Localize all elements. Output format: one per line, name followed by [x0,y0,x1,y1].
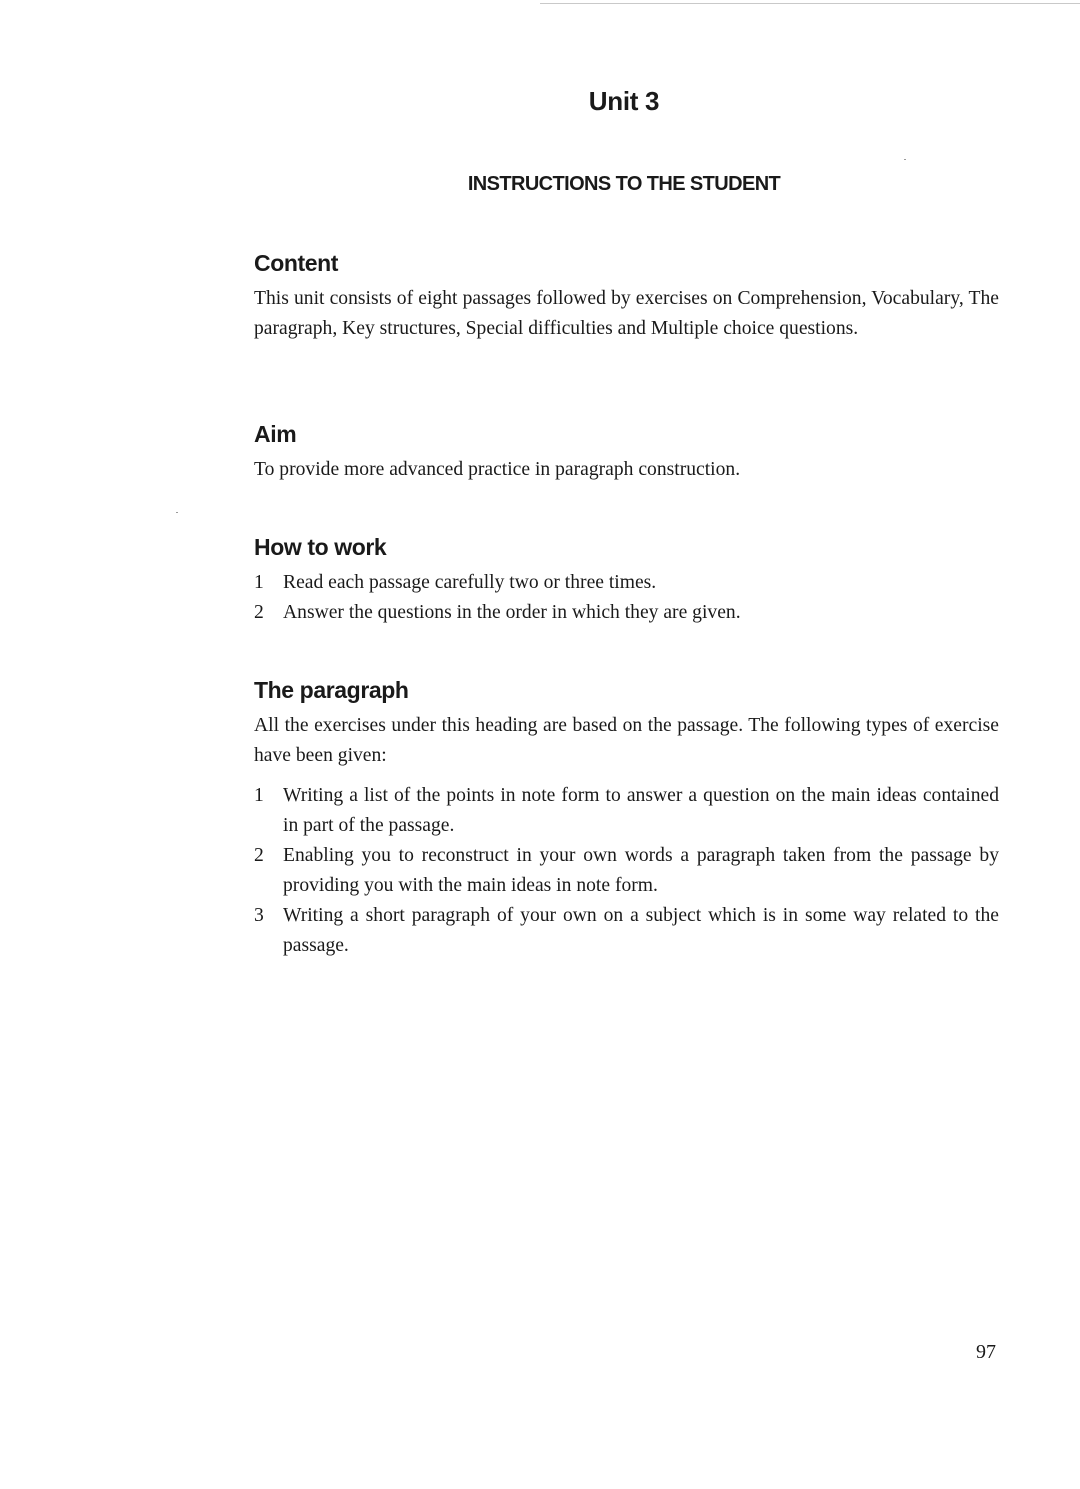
list-item-text: Writing a list of the points in note form to answer a question on the main ideas contained in part of the passage. [283,785,999,836]
list-item [254,901,999,961]
page-number: 97 [976,1341,996,1363]
list-item [254,781,999,841]
scan-top-edge-line [540,3,1080,4]
how-to-work-list [254,568,999,628]
section-heading-how-to-work: How to work [254,534,387,560]
list-item-number: 2 [254,845,264,866]
section-aim [254,419,999,485]
list-item [254,841,999,901]
scan-speck [904,159,906,160]
content-paragraph: This unit consists of eight passages followed by exercises on Comprehension, Vocabulary, The paragraph, Key structures, Special difficulties and Multiple choice questions. [254,288,999,339]
list-item-text: Read each passage carefully two or three times. [283,572,657,593]
list-item-text: Answer the questions in the order in which they are given. [283,602,741,623]
section-content [254,248,999,344]
section-the-paragraph [254,675,999,961]
section-heading-content: Content [254,250,339,276]
list-item-number: 3 [254,905,264,926]
instructions-title: INSTRUCTIONS TO THE STUDENT [467,173,781,195]
list-item-text: Enabling you to reconstruct in your own words a paragraph taken from the passage by providing you with the main ideas in note form. [283,845,999,896]
section-heading-aim: Aim [254,421,297,447]
section-how-to-work [254,532,999,628]
list-item-number: 1 [254,785,264,806]
unit-title: Unit 3 [588,86,660,116]
scan-speck [176,512,178,513]
section-heading-the-paragraph: The paragraph [254,677,409,703]
list-item-number: 1 [254,572,264,593]
list-item [254,598,999,628]
list-item [254,568,999,598]
paragraph-exercise-list [254,781,999,961]
aim-paragraph: To provide more advanced practice in paragraph construction. [254,459,741,480]
paragraph-intro: All the exercises under this heading are based on the passage. The following types of exercise have been given: [254,715,999,766]
list-item-text: Writing a short paragraph of your own on a subject which is in some way related to the passage. [283,905,999,956]
list-item-number: 2 [254,602,264,623]
